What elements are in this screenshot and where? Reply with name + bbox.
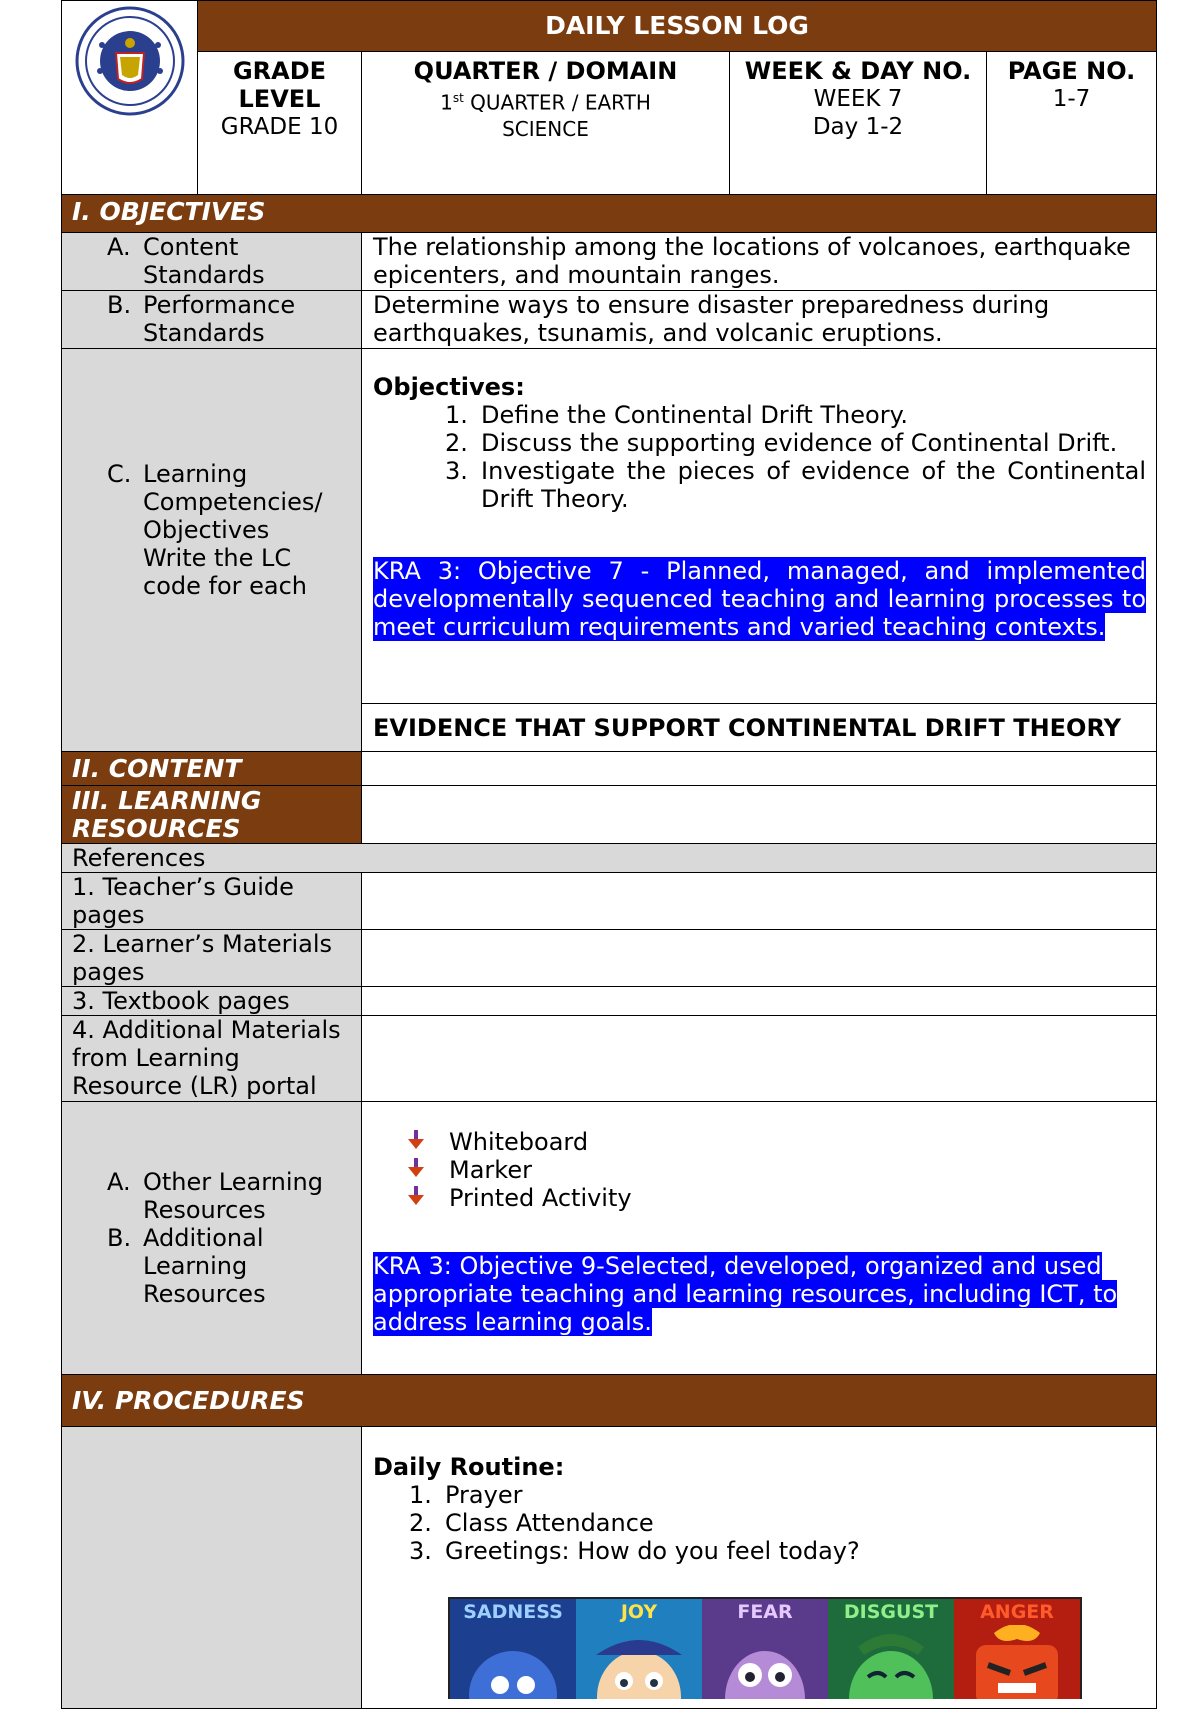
kra-objective-9-highlight: KRA 3: Objective 9-Selected, developed, organized and used appropriate teaching and learning resources, including ICT, to address learning goals. xyxy=(373,1252,1118,1336)
routine-item: 2. Class Attendance xyxy=(409,1509,654,1537)
resource-item: Printed Activity xyxy=(373,1184,1146,1212)
quarter-domain-value-2: SCIENCE xyxy=(502,116,589,141)
objective-item: 1. Define the Continental Drift Theory. xyxy=(445,401,908,429)
lesson-topic: EVIDENCE THAT SUPPORT CONTINENTAL DRIFT THEORY xyxy=(362,704,1157,752)
lesson-log-page xyxy=(61,0,1156,1709)
content-heading: II. CONTENT xyxy=(62,752,362,786)
page-no-cell xyxy=(987,52,1157,195)
other-resources-cell xyxy=(362,1102,1157,1375)
objective-item: 2. Discuss the supporting evidence of Continental Drift. xyxy=(445,429,1118,457)
teachers-guide-value xyxy=(362,873,1157,930)
grade-level-value: GRADE 10 xyxy=(220,114,339,140)
performance-standards-label: B. Performance Standards xyxy=(62,291,362,349)
kra-objective-7-highlight: KRA 3: Objective 7 - Planned, managed, and implemented developmentally sequenced teaching and learning processes to meet curriculum requirements and varied teaching contexts. xyxy=(373,557,1146,641)
quarter-domain-value: 1st QUARTER / EARTH xyxy=(440,90,651,115)
deped-seal-cell xyxy=(62,1,198,195)
content-standards-label: A. Content Standards xyxy=(62,233,362,291)
textbook-pages-value xyxy=(362,987,1157,1016)
learners-materials-value xyxy=(362,930,1157,987)
learning-resources-heading: III. LEARNING RESOURCES xyxy=(62,786,362,844)
page-no-value: 1-7 xyxy=(1052,86,1091,112)
grade-level-label: GRADE LEVEL xyxy=(232,57,327,113)
emotions-image xyxy=(448,1597,1082,1699)
objectives-list xyxy=(445,401,1146,513)
procedures-heading: IV. PROCEDURES xyxy=(62,1375,1157,1427)
deped-seal-logo xyxy=(74,5,186,117)
emotion-panel-sadness: SADNESS xyxy=(450,1599,576,1699)
additional-materials-label: 4. Additional Materials from Learning Resource (LR) portal xyxy=(62,1016,362,1102)
arrow-bullet-icon xyxy=(407,1130,425,1150)
objectives-heading: I. OBJECTIVES xyxy=(62,195,1157,233)
grade-level-cell xyxy=(198,52,362,195)
learning-competencies-label: C. Learning Competencies/ Objectives Write the LC code for each xyxy=(62,349,362,752)
teachers-guide-label: 1. Teacher’s Guide pages xyxy=(62,873,362,930)
procedures-label xyxy=(62,1427,362,1709)
emotion-panel-fear: FEAR xyxy=(702,1599,828,1699)
daily-routine-title: Daily Routine: xyxy=(373,1453,565,1481)
quarter-domain-cell xyxy=(362,52,730,195)
page-no-label: PAGE NO. xyxy=(1007,57,1136,85)
lesson-log-table xyxy=(61,0,1157,1709)
week-day-label: WEEK & DAY NO. xyxy=(744,57,972,85)
objectives-title: Objectives: xyxy=(373,373,525,401)
emotion-panel-anger: ANGER xyxy=(954,1599,1080,1699)
textbook-pages-label: 3. Textbook pages xyxy=(62,987,362,1016)
week-value: WEEK 7 xyxy=(813,86,903,112)
arrow-bullet-icon xyxy=(407,1158,425,1178)
content-value xyxy=(362,752,1157,786)
emotion-panel-joy: JOY xyxy=(576,1599,702,1699)
emotion-panel-disgust: DISGUST xyxy=(828,1599,954,1699)
day-value: Day 1-2 xyxy=(812,114,904,140)
resource-item: Whiteboard xyxy=(373,1128,1146,1156)
routine-item: 1. Prayer xyxy=(409,1481,523,1509)
routine-item: 3. Greetings: How do you feel today? xyxy=(409,1537,860,1565)
procedures-cell xyxy=(362,1427,1157,1709)
learners-materials-label: 2. Learner’s Materials pages xyxy=(62,930,362,987)
quarter-domain-label: QUARTER / DOMAIN xyxy=(413,57,678,85)
references-label: References xyxy=(62,844,1157,873)
learning-resources-value xyxy=(362,786,1157,844)
performance-standards-text: Determine ways to ensure disaster preparedness during earthquakes, tsunamis, and volcanic eruptions. xyxy=(362,291,1157,349)
learning-objectives-cell xyxy=(362,349,1157,704)
arrow-bullet-icon xyxy=(407,1186,425,1206)
document-title: DAILY LESSON LOG xyxy=(198,1,1157,52)
resource-item: Marker xyxy=(373,1156,1146,1184)
content-standards-text: The relationship among the locations of volcanoes, earthquake epicenters, and mountain ranges. xyxy=(362,233,1157,291)
additional-materials-value xyxy=(362,1016,1157,1102)
other-resources-label: A. Other Learning Resources B. Additional Learning Resources xyxy=(62,1102,362,1375)
routine-list xyxy=(409,1481,1146,1565)
week-day-cell xyxy=(730,52,987,195)
objective-item: 3. Investigate the pieces of evidence of the Continental Drift Theory. xyxy=(445,457,1146,513)
